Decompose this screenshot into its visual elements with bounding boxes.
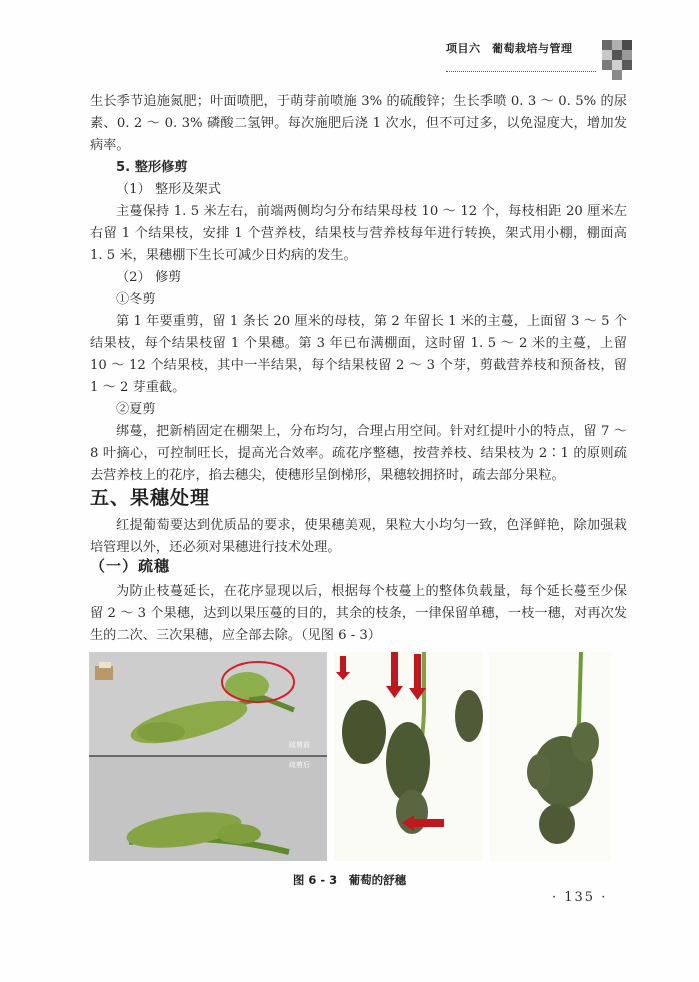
page-number: · 135 · (552, 890, 608, 905)
figure-photo-arrows (334, 652, 483, 861)
header-rule (446, 71, 596, 72)
paragraph-summer-pruning: 绑蔓，把新梢固定在棚架上，分布均匀，合理占用空间。针对红提叶小的特点，留 7 ～ 8 叶摘心，可控制旺长，提高光合效率。疏花序整穗，按营养枝、结果枝为 2∶1 的原则疏去营养枝上的花序，掐去穗尖，使穗形呈倒梯形，果穗较拥挤时，疏去部分果粒。 (90, 424, 627, 483)
figure-photo-thinned-cluster (489, 652, 611, 861)
subheading-pruning: （2） 修剪 (116, 270, 182, 285)
paragraph-training: 主蔓保持 1. 5 米左右，前端两侧均匀分布结果母枝 10 ～ 12 个，每枝相距 20 厘米左右留 1 个结果枝，安排 1 个营养枝，结果枝与营养枝每年进行转换，架式用小棚，棚面高 1. 5 米，果穗棚下生长可减少日灼病的发生。 (90, 204, 627, 263)
paragraph-winter-pruning: 第 1 年要重剪，留 1 条长 20 厘米的母枝，第 2 年留长 1 米的主蔓，上面留 3 ～ 5 个结果枝，每个结果枝留 1 个果穗。第 3 年已布满棚面，这时留 1. 5 ～ 2 米的主蔓，上留 10 ～ 12 个结果枝，其中一半结果，每个结果枝留 2 ～ 3 个芽，剪截营养枝和预备枝，留 1 ～ 2 芽重截。 (90, 314, 627, 395)
label-after-thinning: 疏剪后 (289, 761, 310, 769)
subheading-winter-pruning: ①冬剪 (116, 292, 156, 307)
label-before-thinning: 疏剪前 (289, 741, 310, 749)
section-title: 五、果穗处理 (90, 487, 211, 509)
paragraph-cluster-thinning: 为防止枝蔓延长，在花序显现以后，根据每个枝蔓上的整体负载量，每个延长蔓至少保留 2 ～ 3 个果穗，达到以果压蔓的目的，其余的枝条，一律保留单穗，一枝一穗，对再次发生的二次、三次果穗，应全部去除。（见图 6 - 3） (90, 584, 627, 643)
header-decoration-icon (602, 40, 632, 80)
figure-caption: 图 6 - 3 葡萄的舒穗 (292, 873, 407, 887)
subsection-title: （一）疏穗 (90, 557, 171, 575)
subheading-training: （1） 整形及架式 (116, 182, 221, 197)
running-header-title: 项目六 葡萄栽培与管理 (446, 42, 573, 55)
heading-pruning: 5. 整形修剪 (116, 160, 188, 175)
paragraph-cluster-treatment: 红提葡萄要达到优质品的要求，使果穗美观，果粒大小均匀一致，色泽鲜艳，除加强栽培管理以外，还必须对果穗进行技术处理。 (90, 518, 627, 555)
paragraph-fertilizer: 生长季节追施氮肥；叶面喷肥，于萌芽前喷施 3% 的硫酸锌；生长季喷 0. 3 ～ 0. 5% 的尿素、0. 2 ～ 0. 3% 磷酸二氢钾。每次施肥后浇 1 次水，但不可过多，以免湿度大，增加发病率。 (90, 94, 627, 153)
subheading-summer-pruning: ②夏剪 (116, 402, 156, 417)
figure-photo-before-after (89, 652, 327, 861)
